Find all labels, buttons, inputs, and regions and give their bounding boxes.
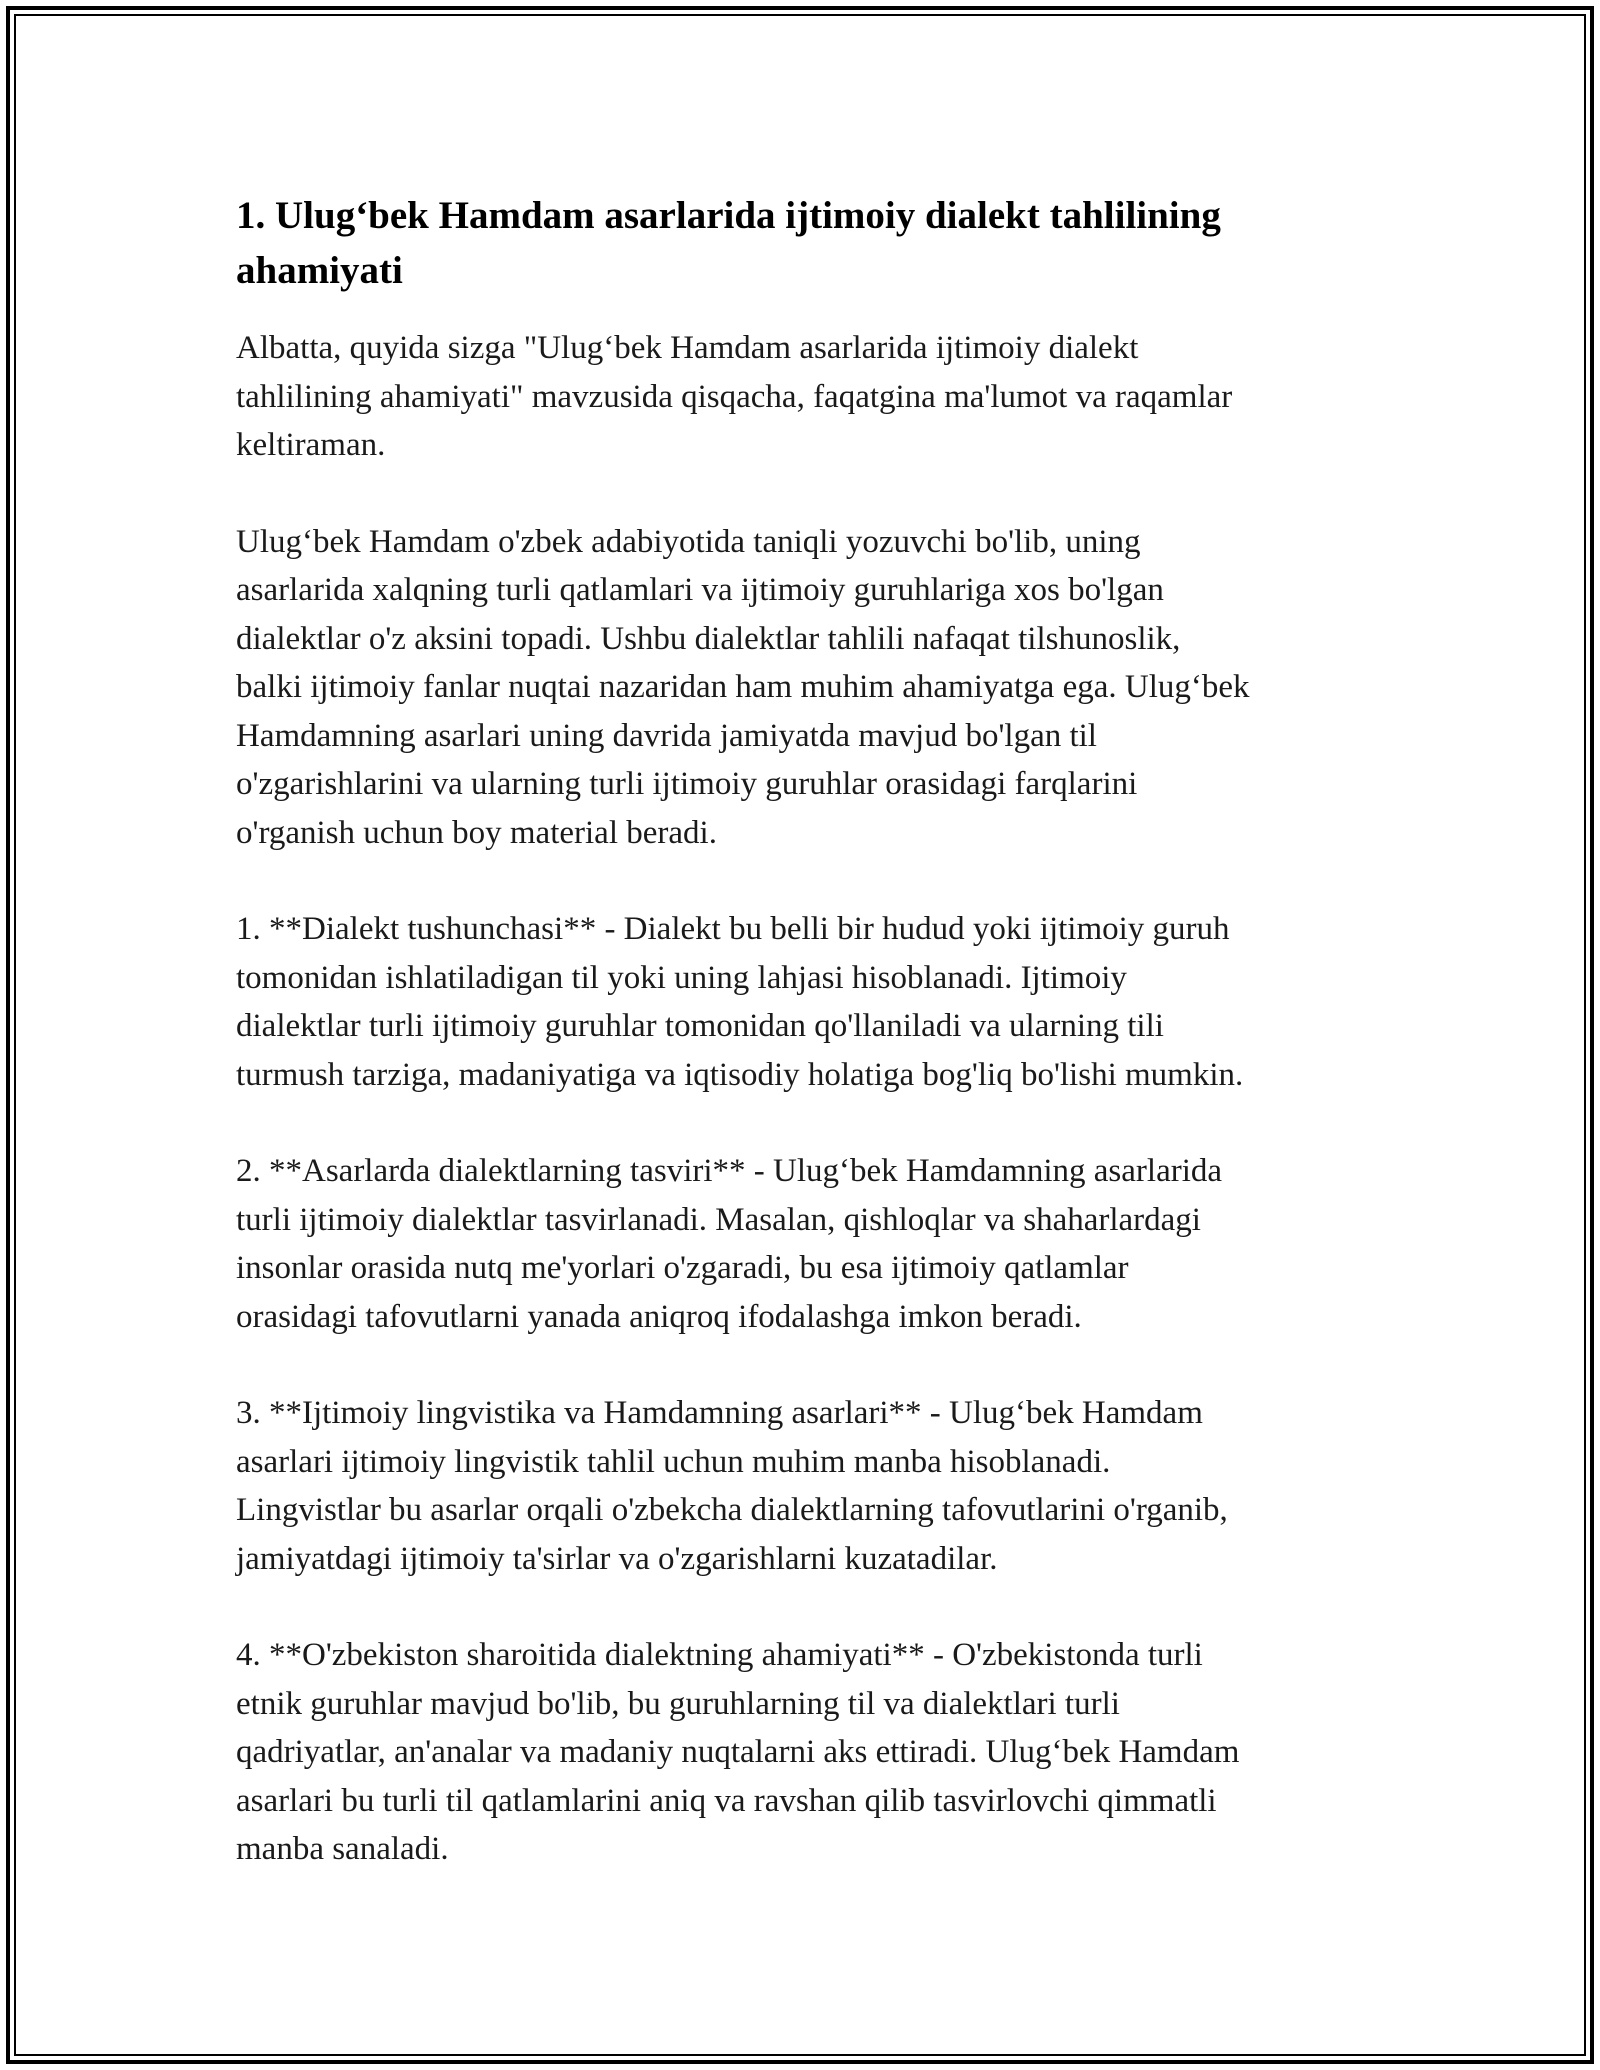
list-item-1: 1. **Dialekt tushunchasi** - Dialekt bu belli bir hudud yoki ijtimoiy guruh tomonidan ishlatiladigan til yoki uning lahjasi hisoblanadi. Ijtimoiy dialektlar turli ijtimoiy guruhlar tomonidan qo'llaniladi va ularning tili turmush tarziga, madaniyatiga va iqtisodiy holatiga bog'liq bo'lishi mumkin.	[236, 911, 1244, 1093]
overview-paragraph: Ulug‘bek Hamdam o'zbek adabiyotida taniqli yozuvchi bo'lib, uning asarlarida xalqning turli qatlamlari va ijtimoiy guruhlariga xos bo'lgan dialektlar o'z aksini topadi. Ushbu dialektlar tahlili nafaqat tilshunoslik, balki ijtimoiy fanlar nuqtai nazaridan ham muhim ahamiyatga ega. Ulug‘bek Hamdamning asarlari uning davrida jamiyatda mavjud bo'lgan til o'zgarishlarini va ularning turli ijtimoiy guruhlar orasidagi farqlarini o'rganish uchun boy material beradi.	[236, 523, 1250, 851]
document-body	[236, 188, 1366, 1922]
list-item-2: 2. **Asarlarda dialektlarning tasviri** - Ulug‘bek Hamdamning asarlarida turli ijtimoiy dialektlar tasvirlanadi. Masalan, qishloqlar va shaharlardagi insonlar orasida nutq me'yorlari o'zgaradi, bu esa ijtimoiy qatlamlar orasidagi tafovutlarni yanada aniqroq ifodalashga imkon beradi.	[236, 1153, 1223, 1335]
list-item-4: 4. **O'zbekiston sharoitida dialektning ahamiyati** - O'zbekistonda turli etnik guruhlar mavjud bo'lib, bu guruhlarning til va dialektlari turli qadriyatlar, an'analar va madaniy nuqtalarni aks ettiradi. Ulug‘bek Hamdam asarlari bu turli til qatlamlarini aniq va ravshan qilib tasvirlovchi qimmatli manba sanaladi.	[236, 1637, 1240, 1867]
section-heading: 1. Ulug‘bek Hamdam asarlarida ijtimoiy dialekt tahlilining ahamiyati	[236, 194, 1221, 292]
list-item-3: 3. **Ijtimoiy lingvistika va Hamdamning asarlari** - Ulug‘bek Hamdam asarlari ijtimoiy lingvistik tahlil uchun muhim manba hisoblanadi. Lingvistlar bu asarlar orqali o'zbekcha dialektlarning tafovutlarini o'rganib, jamiyatdagi ijtimoiy ta'sirlar va o'zgarishlarni kuzatadilar.	[236, 1395, 1228, 1577]
intro-paragraph: Albatta, quyida sizga "Ulug‘bek Hamdam asarlarida ijtimoiy dialekt tahlilining ahamiyati" mavzusida qisqacha, faqatgina ma'lumot va raqamlar keltiraman.	[236, 330, 1233, 463]
